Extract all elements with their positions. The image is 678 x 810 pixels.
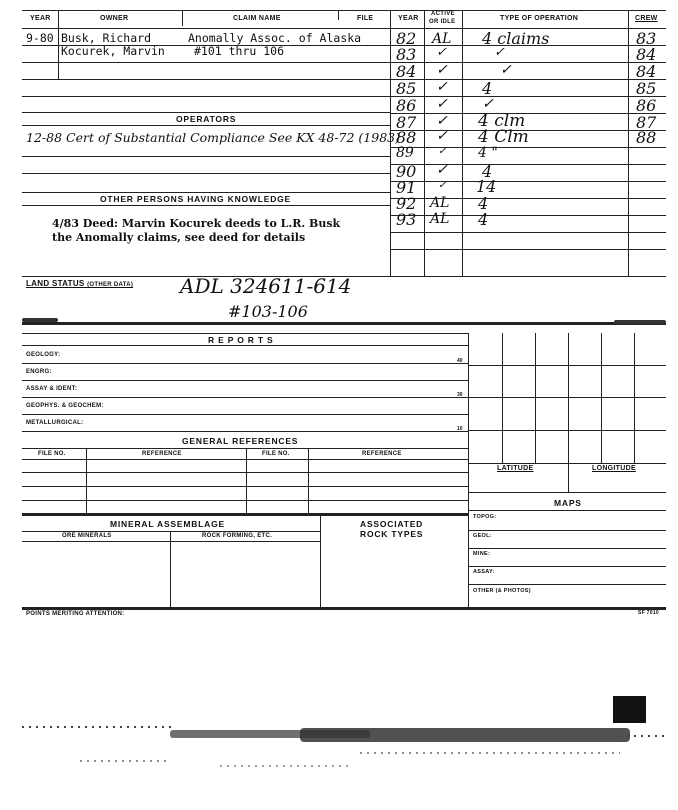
points-meriting-attention: POINTS MERITING ATTENTION: [26,611,125,617]
owner-name-1: Busk, Richard [61,31,152,45]
map-geol: GEOL: [473,533,492,539]
activity-status: ✓ [436,113,448,129]
map-row-line [468,566,666,567]
scan-noise-band [220,765,350,767]
report-row-line [22,380,468,381]
map-row-line [468,548,666,549]
gen-ref-header-line [22,459,468,460]
header-claim-name: CLAIM NAME [233,15,281,22]
activity-year: 91 [396,178,417,197]
activity-operation: 4 [482,162,493,181]
owner-row-line [22,96,390,97]
activity-year: 86 [396,96,417,115]
grid-col [634,333,635,463]
form-number: SF 7010 [638,610,660,616]
activity-status: ✓ [438,146,447,157]
gen-ref-file-no-2: FILE NO. [262,451,290,457]
report-row-line [22,363,468,364]
map-mine: MINE: [473,551,491,557]
activity-row-line [390,96,666,97]
rock-types-label: ROCK TYPES [360,529,424,539]
owner-row-line [22,79,390,80]
report-assay: ASSAY & IDENT: [26,386,78,392]
grid-row [468,397,666,398]
col-line-active-left [424,10,425,276]
activity-status: ✓ [436,128,448,144]
reports-top-line [22,333,468,334]
operators-row-line [22,173,390,174]
operators-title-line [22,125,390,126]
report-number-10: 10 [457,426,463,432]
mineral-right-border [320,513,321,608]
land-status-sub: (OTHER DATA) [87,282,134,288]
gen-ref-col [86,448,87,513]
top-border [22,10,666,11]
activity-operation: 4 clm [478,111,526,131]
gen-ref-row-line [22,486,468,487]
scan-noise-band [22,726,172,728]
activity-row-line [390,113,666,114]
activity-row-line [390,249,666,250]
ore-minerals-label: ORE MINERALS [62,533,112,539]
activity-row-line [390,232,666,233]
ink-smear [614,320,666,324]
map-other: OTHER (& PHOTOS) [473,588,531,594]
activity-year: 92 [396,194,417,213]
activity-status: AL [430,211,450,227]
activity-operation: 4 Clm [478,127,529,147]
grid-row [468,365,666,366]
header-year: YEAR [30,15,51,22]
mineral-col [170,531,171,608]
claim-name-2: #101 thru 106 [194,44,285,58]
owner-name-2: Kocurek, Marvin [61,44,165,58]
header-file: FILE [357,15,374,22]
rock-forming-label: ROCK FORMING, ETC. [202,533,273,539]
header-active-1: ACTIVE [431,11,455,17]
gen-ref-reference-1: REFERENCE [142,451,182,457]
scan-noise-band [360,752,620,754]
col-line-claim [338,10,339,20]
ink-smear [22,318,58,322]
gen-ref-col [246,448,247,513]
gen-ref-col [308,448,309,513]
reports-thick-line [22,322,666,325]
activity-crew: 85 [636,79,657,98]
activity-status: ✓ [436,79,448,95]
activity-row-line [390,147,666,148]
grid-row [468,430,666,431]
grid-col [568,333,569,493]
gen-ref-reference-2: REFERENCE [362,451,402,457]
grid-col [601,333,602,463]
scan-black-square [613,696,646,723]
header-crew: CREW [635,15,658,22]
activity-status: ✓ [438,180,447,191]
gen-ref-bottom-line [22,513,468,516]
map-topog: TOPOG: [473,514,497,520]
activity-row-line [390,62,666,63]
scan-noise-band [300,728,630,742]
activity-year: 82 [396,29,417,48]
longitude-label: LONGITUDE [592,465,636,472]
col-line-owner [182,10,183,26]
activity-operation: 4 [478,210,489,229]
map-row-line [468,530,666,531]
col-line-active-right [462,10,463,276]
other-persons-top-line [22,192,390,193]
report-row-line [22,431,468,432]
map-assay: ASSAY: [473,569,495,575]
other-persons-title-line [22,205,390,206]
activity-year: 88 [396,128,417,147]
gen-ref-file-no-1: FILE NO. [38,451,66,457]
mineral-header-line [22,541,320,542]
activity-operation: ✓ [500,62,512,78]
scan-noise-band [620,735,665,737]
header-type-of-operation: TYPE OF OPERATION [500,15,579,22]
report-metallurgical: METALLURGICAL: [26,420,84,426]
gen-ref-row-line [22,500,468,501]
maps-title-line [468,510,666,511]
other-persons-line-2: the Anomally claims, see deed for details [52,231,306,244]
operators-title: OPERATORS [176,114,237,124]
activity-status: AL [430,195,450,211]
header-year-2: YEAR [398,15,419,22]
report-engrg: ENGRG: [26,369,52,375]
report-number-40: 40 [457,358,463,364]
reports-title-line [22,345,468,346]
general-references-title: GENERAL REFERENCES [182,436,299,446]
activity-status: AL [432,31,452,47]
mineral-title-line [22,531,320,532]
activity-status: ✓ [436,96,448,112]
gen-ref-title-line [22,448,468,449]
operators-entry: 12-88 Cert of Substantial Compliance See KX 48-72 (1983) [26,130,400,145]
land-status-hand-2: #103-106 [228,302,308,321]
activity-row-line [390,181,666,182]
header-active-2: OR IDLE [429,19,456,25]
activity-crew: 86 [636,96,657,115]
col-line-crew [628,10,629,276]
report-geophys: GEOPHYS. & GEOCHEM: [26,403,104,409]
land-status-label [26,279,133,288]
owner-year: 9-80 [26,31,54,45]
report-geology: GEOLOGY: [26,352,61,358]
activity-year: 84 [396,62,417,81]
activity-year: 87 [396,113,417,132]
coords-bottom-line [468,492,666,493]
activity-crew: 84 [636,62,657,81]
activity-year: 93 [396,210,417,229]
operators-row-line [22,156,390,157]
activity-operation: ✓ [494,45,505,60]
claim-name-1: Anomally Assoc. of Alaska [188,31,362,45]
activity-operation: 4 [478,194,489,213]
activity-status: ✓ [436,162,448,178]
grid-row [468,463,666,464]
activity-row-line [390,164,666,165]
header-owner: OWNER [100,15,129,22]
activity-crew: 84 [636,45,657,64]
scan-noise-band [80,760,170,762]
activity-row-line [390,79,666,80]
bottom-thick-line [22,607,666,610]
report-number-30: 30 [457,392,463,398]
header-bottom-line [22,28,666,29]
activity-year: 83 [396,45,417,64]
activity-operation: 4 " [478,145,498,161]
owner-row-line [22,62,390,63]
gen-ref-row-line [22,472,468,473]
activity-operation: 14 [476,177,497,196]
report-row-line [22,414,468,415]
other-persons-title: OTHER PERSONS HAVING KNOWLEDGE [100,194,292,204]
land-status-text: LAND STATUS [26,279,85,288]
grid-col [535,333,536,463]
grid-col [502,333,503,463]
maps-title: MAPS [554,498,582,508]
activity-year: 90 [396,162,417,181]
activity-operation: 4 claims [482,29,550,48]
latitude-label: LATITUDE [497,465,534,472]
activity-year: 89 [396,145,414,161]
land-status-hand-1: ADL 324611-614 [180,274,352,298]
activity-crew: 88 [636,128,657,147]
activity-operation: ✓ [482,96,494,112]
activity-year: 85 [396,79,417,98]
mineral-assemblage-title: MINERAL ASSEMBLAGE [110,519,225,529]
map-row-line [468,584,666,585]
activity-status: ✓ [436,45,447,60]
reports-title: R E P O R T S [208,335,274,345]
activity-crew: 87 [636,113,657,132]
activity-crew: 83 [636,29,657,48]
activity-status: ✓ [436,62,448,78]
operators-top-line [22,112,390,113]
associated-label: ASSOCIATED [360,519,424,529]
report-row-line [22,397,468,398]
activity-operation: 4 [482,79,493,98]
other-persons-line-1: 4/83 Deed: Marvin Kocurek deeds to L.R. Busk [52,217,341,230]
